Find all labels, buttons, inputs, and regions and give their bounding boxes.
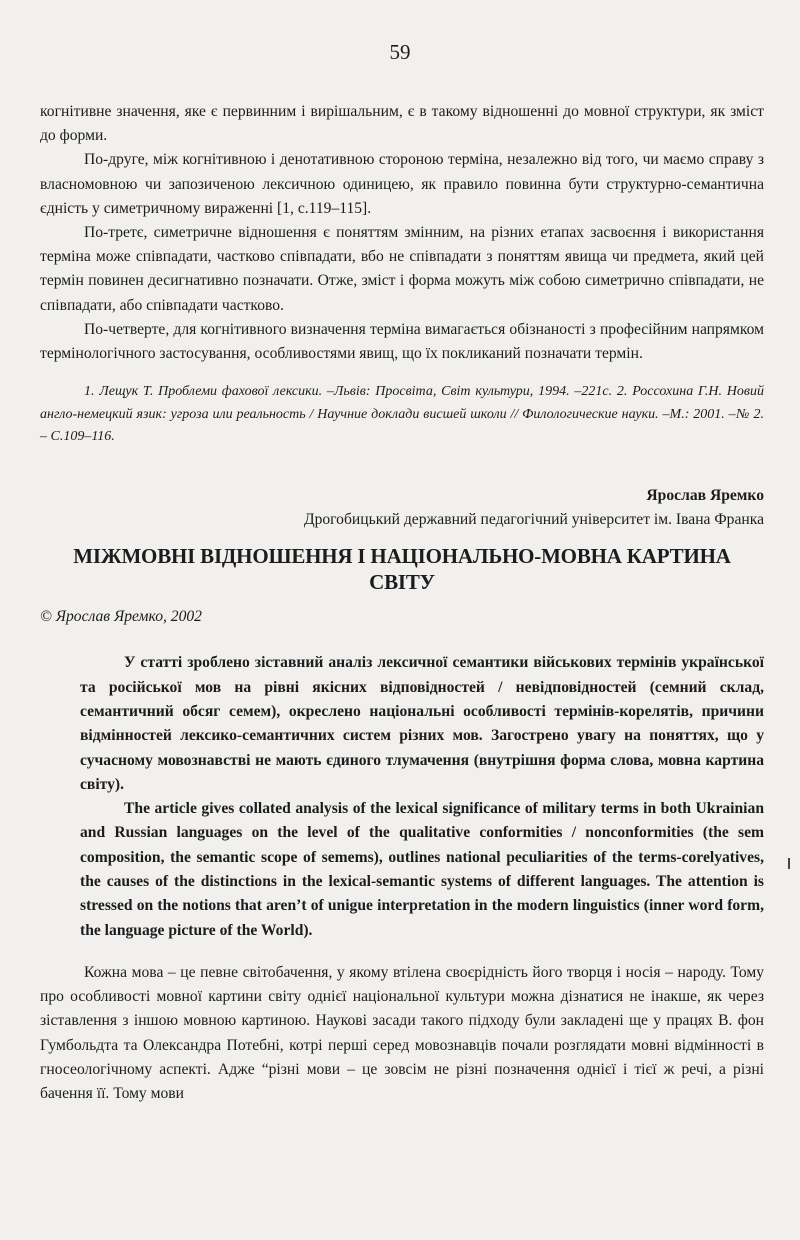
article-title: МІЖМОВНІ ВІДНОШЕННЯ І НАЦІОНАЛЬНО-МОВНА КАРТИНА СВІТУ — [73, 544, 731, 595]
references: 1. Лещук Т. Проблеми фахової лексики. –Львів: Просвіта, Світ культури, 1994. –221с. 2. Россохина Г.Н. Новий англо-немецкий язик: угроза или реальность / Научние доклади висшей школи // Филологические науки. –М.: 2001. –№ 2. – С.109–116. — [40, 384, 764, 445]
abstract-ukrainian: У статті зроблено зіставний аналіз лексичної семантики військових термінів української та російської мов на рівні якісних відповідностей / невідповідностей (семний склад, семантичний обсяг семем), окреслено національні особливості термінів-корелятів, причини відмінностей лексико-семантичних систем різних мов. Загострено увагу на поняттях, що у сучасному мовознавстві не мають єдиного тлумачення (внутрішня форма слова, мовна картина світу). — [80, 654, 764, 793]
page-number: 59 — [389, 40, 411, 64]
continuation-paragraph-3: По-третє, симетричне відношення є поняттям змінним, на різних етапах засвоєння і використання терміна може співпадати, частково співпадати, вбо не співпадати з поняттям явища чи предмета, який цей термін повинен десигнативно позначати. Отже, зміст і форма можуть між собою симетрично співпадати, не співпадати, або співпадати частково. — [40, 224, 764, 314]
author-name: Ярослав Яремко — [646, 486, 764, 504]
page-text-column — [40, 100, 764, 1106]
abstract-block — [80, 651, 764, 943]
abstract-english: The article gives collated analysis of the lexical significance of military terms in both Ukrainian and Russian languages on the level of the qualitative conformities / nonconformities (the sem composition, the semantic scope of semems), outlines national peculiarities of the terms-corelyatives, the causes of the distinctions in the lexical-semantic systems of different languages. The attention is stressed on the notions that aren’t of unigue interpretation in the modern linguistics (inner word form, the language picture of the World). — [80, 800, 764, 939]
margin-mark — [788, 858, 790, 869]
author-block — [40, 484, 764, 532]
body-paragraph: Кожна мова – це певне світобачення, у якому втілена своєрідність його творця і носія – народу. Тому про особливості мовної картини світу однієї національної культури можна дізнатися не інакше, як через зіставлення з іншою мовною картиною. Наукові засади такого підходу були закладені ще у працях В. фон Гумбольдта та Олександра Потебні, котрі перші серед мовознавців почали розглядати мовні відмінності в гносеологічному аспекті. Адже “різні мови – це зовсім не різні позначення однієї і тієї ж речі, а різні бачення її. Тому мови — [40, 963, 764, 1102]
copyright-line: © Ярослав Яремко, 2002 — [40, 608, 202, 626]
continuation-paragraph-4: По-четверте, для когнітивного визначення терміна вимагається обізнаності з професійним напрямком термінологічного застосування, особливостями явищ, що їх покликаний позначати термін. — [40, 320, 764, 363]
author-affiliation: Дрогобицький державний педагогічний університет ім. Івана Франка — [303, 510, 764, 528]
continuation-paragraph-1: когнітивне значення, яке є первинним і вирішальним, є в такому відношенні до мовної структури, як зміст до форми. — [40, 103, 764, 145]
continuation-paragraph-2: По-друге, між когнітивною і денотативною стороною терміна, незалежно від того, чи маємо справу з власномовною чи запозиченою лексичною одиницею, як правило повинна бути структурно-семантична єдність у симетричному вираженні [1, с.119–115]. — [40, 151, 764, 217]
